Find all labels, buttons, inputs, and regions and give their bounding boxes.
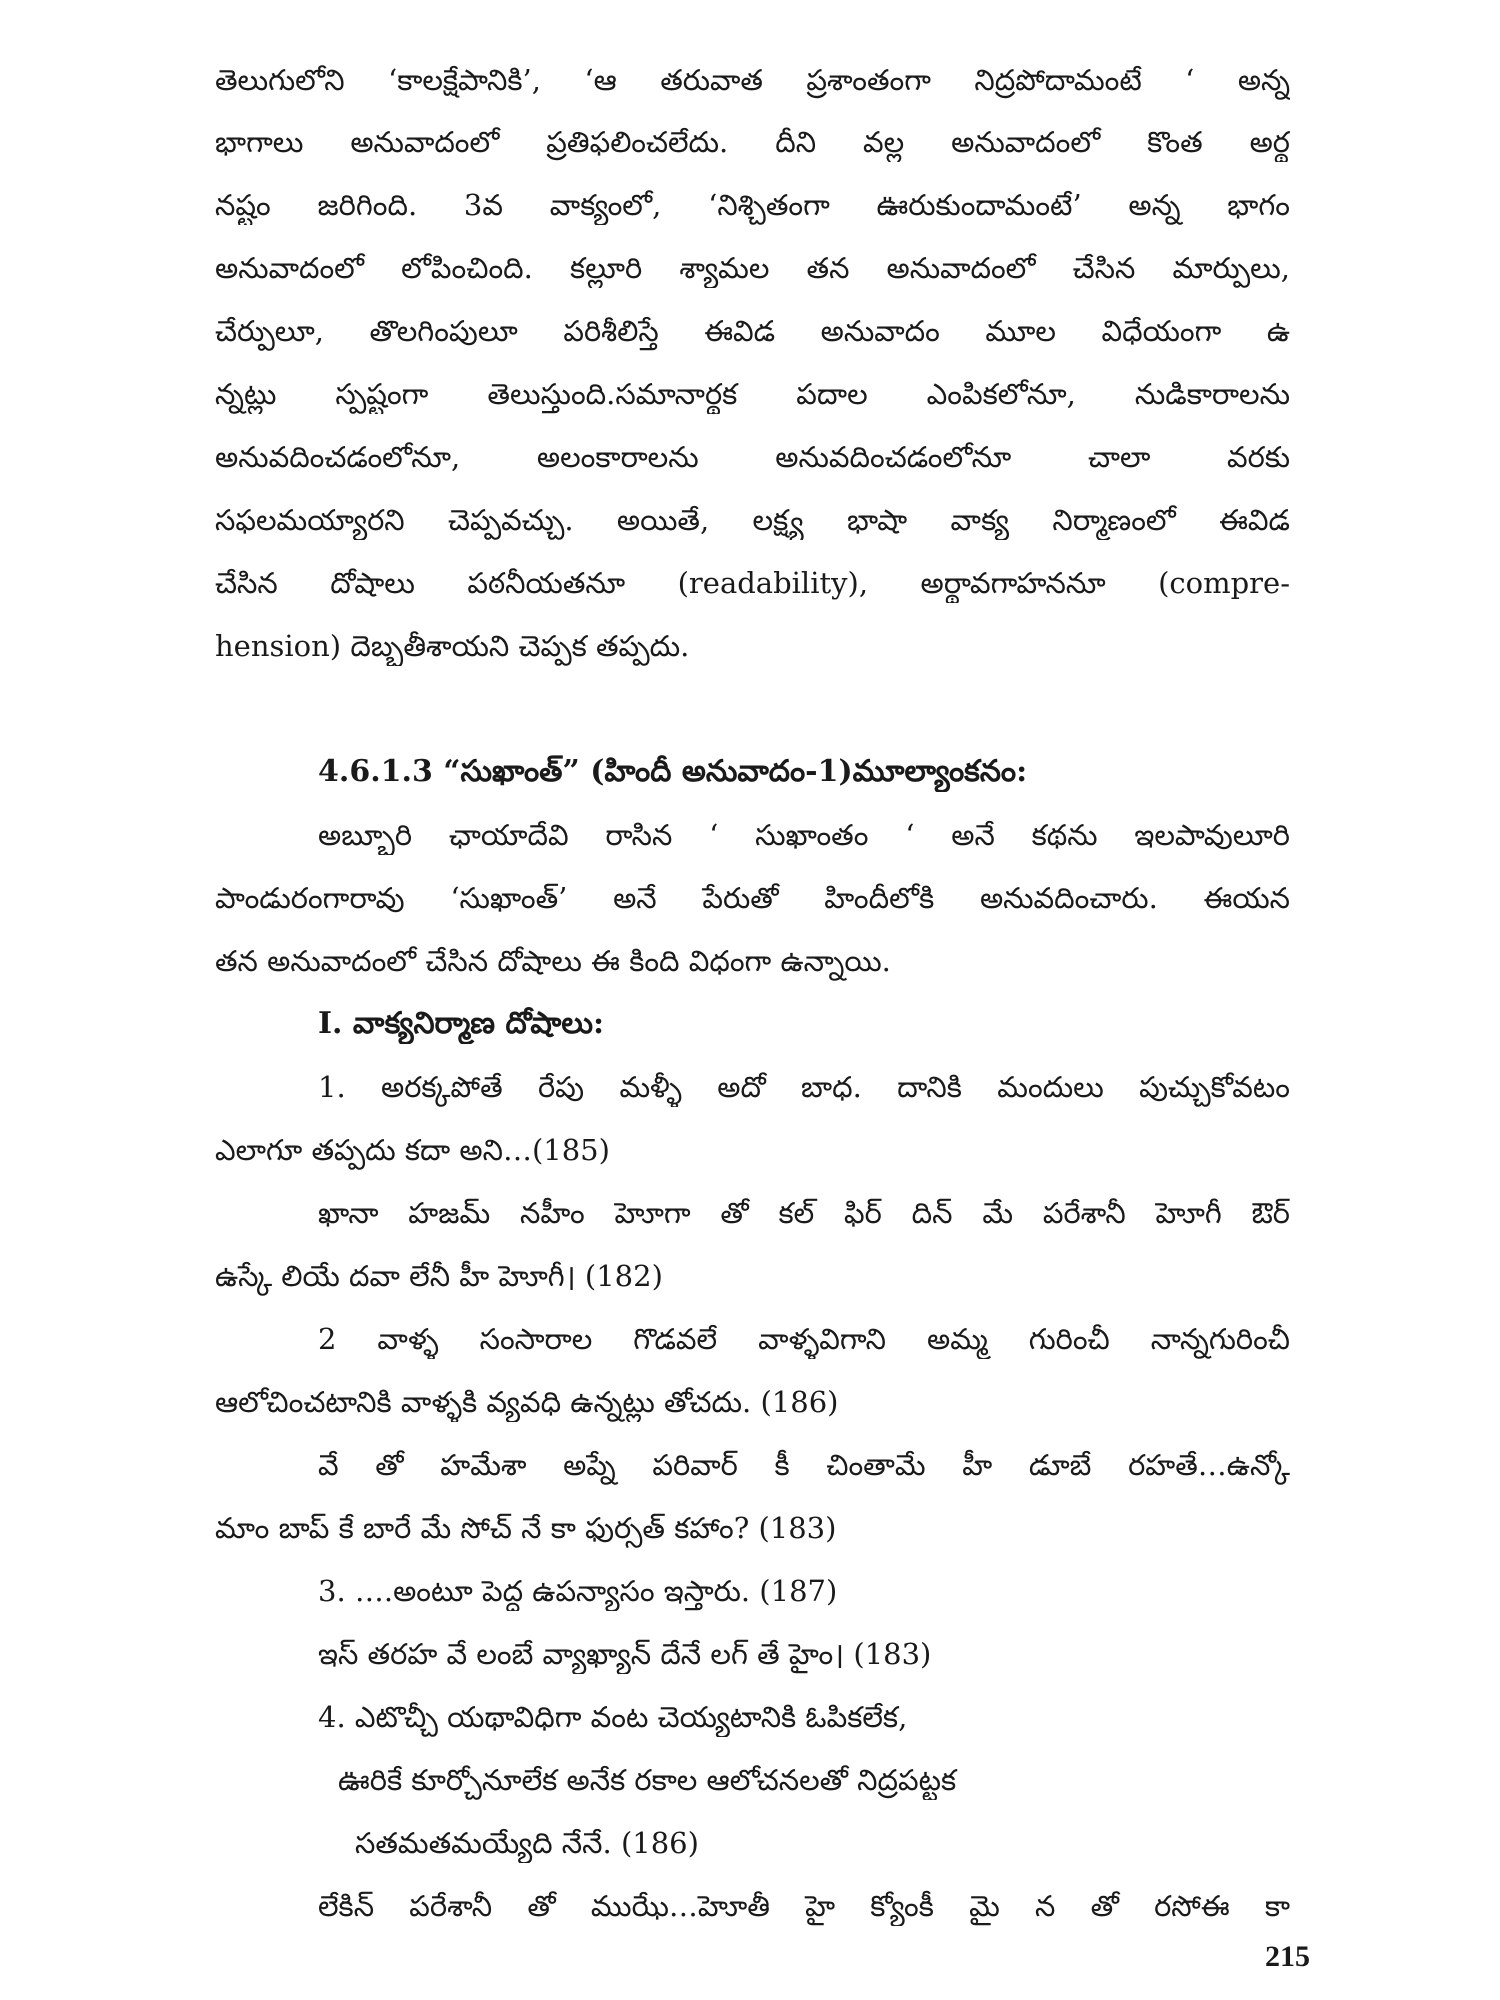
translation-line: లేకిన్ పరేశానీ తో ముఝే…హెూతీ హై క్యోంకీ మై న తో రసోఈ కా [318, 1889, 1290, 1923]
section-heading: 4.6.1.3 “సుఖాంత్” (హిందీ అనువాదం-1)మూల్యాంకనం: [318, 754, 1028, 789]
paragraph-line: న్నట్లు స్పష్టంగా తెలుస్తుంది.సమానార్థక పదాల ఎంపికలోనూ, నుడికారాలను [215, 377, 1290, 411]
paragraph-line: అనువాదంలో లోపించింది. కల్లూరి శ్యామల తన అనువాదంలో చేసిన మార్పులు, [215, 251, 1290, 285]
translation-line: ఇస్ తరహ వే లంబే వ్యాఖ్యాన్ దేనే లగ్ తే హైం। (183) [318, 1637, 932, 1671]
translation-line: మాం బాప్ కే బారే మే సోచ్ నే కా ఫుర్సత్ కహాం? (183) [215, 1511, 837, 1545]
example-line: 2 వాళ్ళ సంసారాల గొడవలే వాళ్ళవిగాని అమ్మ గురించీ నాన్నగురించీ [318, 1322, 1290, 1356]
paragraph-line: hension) దెబ్బతీశాయని చెప్పక తప్పదు. [215, 629, 690, 663]
example-line: 1. అరక్కపోతే రేపు మళ్ళీ అదో బాధ. దానికి మందులు పుచ్చుకోవటం [318, 1070, 1290, 1104]
subsection-heading: I. వాక్యనిర్మాణ దోషాలు: [318, 1006, 605, 1041]
paragraph-line: సఫలమయ్యారని చెప్పవచ్చు. అయితే, లక్ష్య భాషా వాక్య నిర్మాణంలో ఈవిడ [215, 503, 1290, 537]
paragraph-line: పాండురంగారావు ‘సుఖాంత్’ అనే పేరుతో హిందీలోకి అనువదించారు. ఈయన [215, 881, 1290, 915]
paragraph-line: అనువదించడంలోనూ, అలంకారాలను అనువదించడంలోనూ చాలా వరకు [215, 440, 1290, 474]
paragraph-line: చేర్పులూ, తొలగింపులూ పరిశీలిస్తే ఈవిడ అనువాదం మూల విధేయంగా ఉ [215, 314, 1290, 348]
translation-line: ఖానా హజమ్ నహీం హెూగా తో కల్ ఫిర్ దిన్ మే పరేశానీ హెూగీ ఔర్ [318, 1196, 1290, 1230]
translation-line: వే తో హమేశా అప్నే పరివార్ కీ చింతామే హీ డూబే రహతే…ఉన్కో [318, 1448, 1290, 1482]
page-number: 215 [1265, 1940, 1310, 1973]
paragraph-line: నష్టం జరిగింది. 3వ వాక్యంలో, ‘నిశ్చితంగా ఊరుకుందామంటే’ అన్న భాగం [215, 188, 1290, 222]
example-line: ఊరికే కూర్చోనూలేక అనేక రకాల ఆలోచనలతో నిద్రపట్టక [338, 1763, 957, 1797]
paragraph-line: చేసిన దోషాలు పఠనీయతనూ (readability), అర్థావగాహననూ (compre- [215, 566, 1290, 600]
example-line: ఎలాగూ తప్పదు కదా అని…(185) [215, 1133, 610, 1167]
translation-line: ఉస్కే లియే దవా లేనీ హీ హెూగీ। (182) [215, 1259, 663, 1293]
paragraph-line: అబ్బూరి ఛాయాదేవి రాసిన ‘ సుఖాంతం ‘ అనే కథను ఇలపావులూరి [318, 818, 1290, 852]
example-line: ఆలోచించటానికి వాళ్ళకి వ్యవధి ఉన్నట్లు తోచదు. (186) [215, 1385, 839, 1419]
paragraph-line: తెలుగులోని ‘కాలక్షేపానికి’, ‘ఆ తరువాత ప్రశాంతంగా నిద్రపోదామంటే ‘ అన్న [215, 63, 1290, 97]
example-line: 4. ఎటొచ్చీ యథావిధిగా వంట చెయ్యటానికి ఓపికలేక, [318, 1700, 908, 1734]
example-line: సతమతమయ్యేది నేనే. (186) [355, 1826, 699, 1860]
paragraph-line: భాగాలు అనువాదంలో ప్రతిఫలించలేదు. దీని వల్ల అనువాదంలో కొంత అర్థ [215, 125, 1290, 159]
example-line: 3. ….అంటూ పెద్ద ఉపన్యాసం ఇస్తారు. (187) [318, 1574, 838, 1608]
paragraph-line: తన అనువాదంలో చేసిన దోషాలు ఈ కింది విధంగా ఉన్నాయి. [215, 944, 891, 978]
